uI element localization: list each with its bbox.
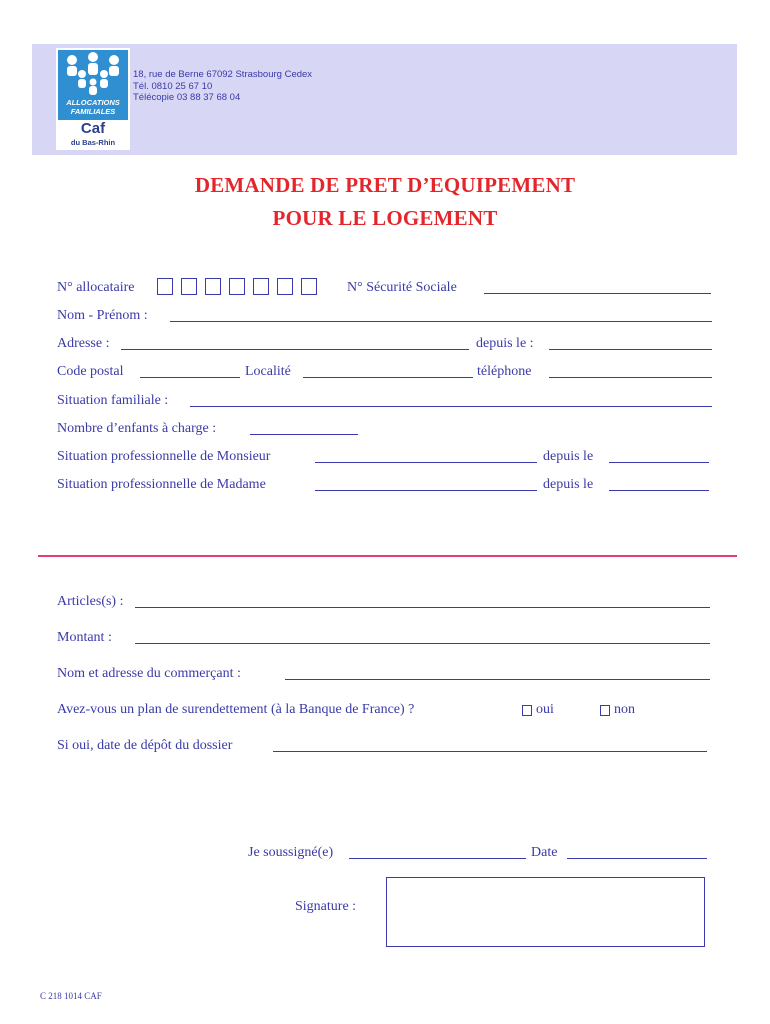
allocataire-digit-3[interactable] bbox=[205, 278, 221, 295]
label-non: non bbox=[614, 702, 635, 717]
family-figures-icon bbox=[58, 50, 128, 120]
allocataire-digit-1[interactable] bbox=[157, 278, 173, 295]
page-title-line1: DEMANDE DE PRET D’EQUIPEMENT bbox=[194, 173, 576, 197]
label-montant: Montant : bbox=[57, 630, 112, 645]
label-allocataire: N° allocataire bbox=[57, 280, 135, 295]
label-nom-prenom: Nom - Prénom : bbox=[57, 308, 148, 323]
label-localite: Localité bbox=[245, 364, 291, 379]
label-madame-depuis: depuis le bbox=[543, 477, 594, 492]
allocataire-digit-5[interactable] bbox=[253, 278, 269, 295]
label-surendettement: Avez-vous un plan de surendettement (à la Banque de France) ? bbox=[57, 702, 415, 717]
non-checkbox[interactable] bbox=[600, 705, 610, 716]
allocataire-digit-4[interactable] bbox=[229, 278, 245, 295]
contact-address bbox=[133, 69, 312, 104]
label-sit-pro-monsieur: Situation professionnelle de Monsieur bbox=[57, 449, 271, 464]
signature-box[interactable] bbox=[386, 877, 705, 947]
form-code: C 218 1014 CAF bbox=[40, 991, 102, 1001]
localite-field[interactable] bbox=[303, 377, 473, 378]
label-telephone: téléphone bbox=[477, 364, 532, 379]
label-date: Date bbox=[531, 845, 558, 860]
label-secu: N° Sécurité Sociale bbox=[347, 280, 457, 295]
label-situation-familiale: Situation familiale : bbox=[57, 393, 169, 408]
allocataire-digit-7[interactable] bbox=[301, 278, 317, 295]
soussigne-field[interactable] bbox=[349, 858, 526, 859]
logo-text-2: FAMILIALES bbox=[70, 107, 116, 116]
label-oui: oui bbox=[536, 702, 554, 717]
articles-field[interactable] bbox=[135, 607, 710, 608]
address-phone: Tél. 0810 25 67 10 bbox=[133, 80, 213, 92]
label-nombre-enfants: Nombre d’enfants à charge : bbox=[57, 421, 217, 436]
label-monsieur-depuis: depuis le bbox=[543, 449, 594, 464]
date-field[interactable] bbox=[567, 858, 707, 859]
montant-field[interactable] bbox=[135, 643, 710, 644]
telephone-field[interactable] bbox=[549, 377, 712, 378]
sit-pro-monsieur-field[interactable] bbox=[315, 462, 537, 463]
logo-text-1: ALLOCATIONS bbox=[66, 98, 120, 107]
label-sit-pro-madame: Situation professionnelle de Madame bbox=[57, 477, 266, 492]
sit-pro-madame-field[interactable] bbox=[315, 490, 537, 491]
label-soussigne: Je soussigné(e) bbox=[248, 845, 334, 860]
secu-field[interactable] bbox=[484, 293, 711, 294]
address-fax: Télécopie 03 88 37 68 04 bbox=[133, 92, 241, 103]
madame-depuis-field[interactable] bbox=[609, 490, 709, 491]
code-postal-field[interactable] bbox=[140, 377, 240, 378]
page-title-line2: POUR LE LOGEMENT bbox=[272, 206, 498, 230]
label-code-postal: Code postal bbox=[57, 364, 124, 379]
label-date-depot: Si oui, date de dépôt du dossier bbox=[57, 738, 233, 753]
allocataire-digit-6[interactable] bbox=[277, 278, 293, 295]
label-commercant: Nom et adresse du commerçant : bbox=[57, 666, 241, 681]
logo-brand: Caf bbox=[80, 120, 106, 137]
nom-prenom-field[interactable] bbox=[170, 321, 712, 322]
adresse-depuis-field[interactable] bbox=[549, 349, 712, 350]
address-street: 18, rue de Berne 67092 Strasbourg Cedex bbox=[133, 69, 313, 80]
allocataire-digit-2[interactable] bbox=[181, 278, 197, 295]
caf-logo bbox=[56, 48, 130, 150]
situation-familiale-field[interactable] bbox=[190, 406, 712, 407]
label-signature: Signature : bbox=[295, 899, 357, 914]
label-articles: Articles(s) : bbox=[57, 594, 124, 609]
logo-subtitle: du Bas-Rhin bbox=[70, 138, 116, 147]
label-adresse: Adresse : bbox=[57, 336, 110, 351]
section-divider bbox=[38, 555, 737, 557]
date-depot-field[interactable] bbox=[273, 751, 707, 752]
oui-checkbox[interactable] bbox=[522, 705, 532, 716]
commercant-field[interactable] bbox=[285, 679, 710, 680]
adresse-field[interactable] bbox=[121, 349, 469, 350]
monsieur-depuis-field[interactable] bbox=[609, 462, 709, 463]
label-adresse-depuis: depuis le : bbox=[476, 336, 534, 351]
nombre-enfants-field[interactable] bbox=[250, 434, 358, 435]
